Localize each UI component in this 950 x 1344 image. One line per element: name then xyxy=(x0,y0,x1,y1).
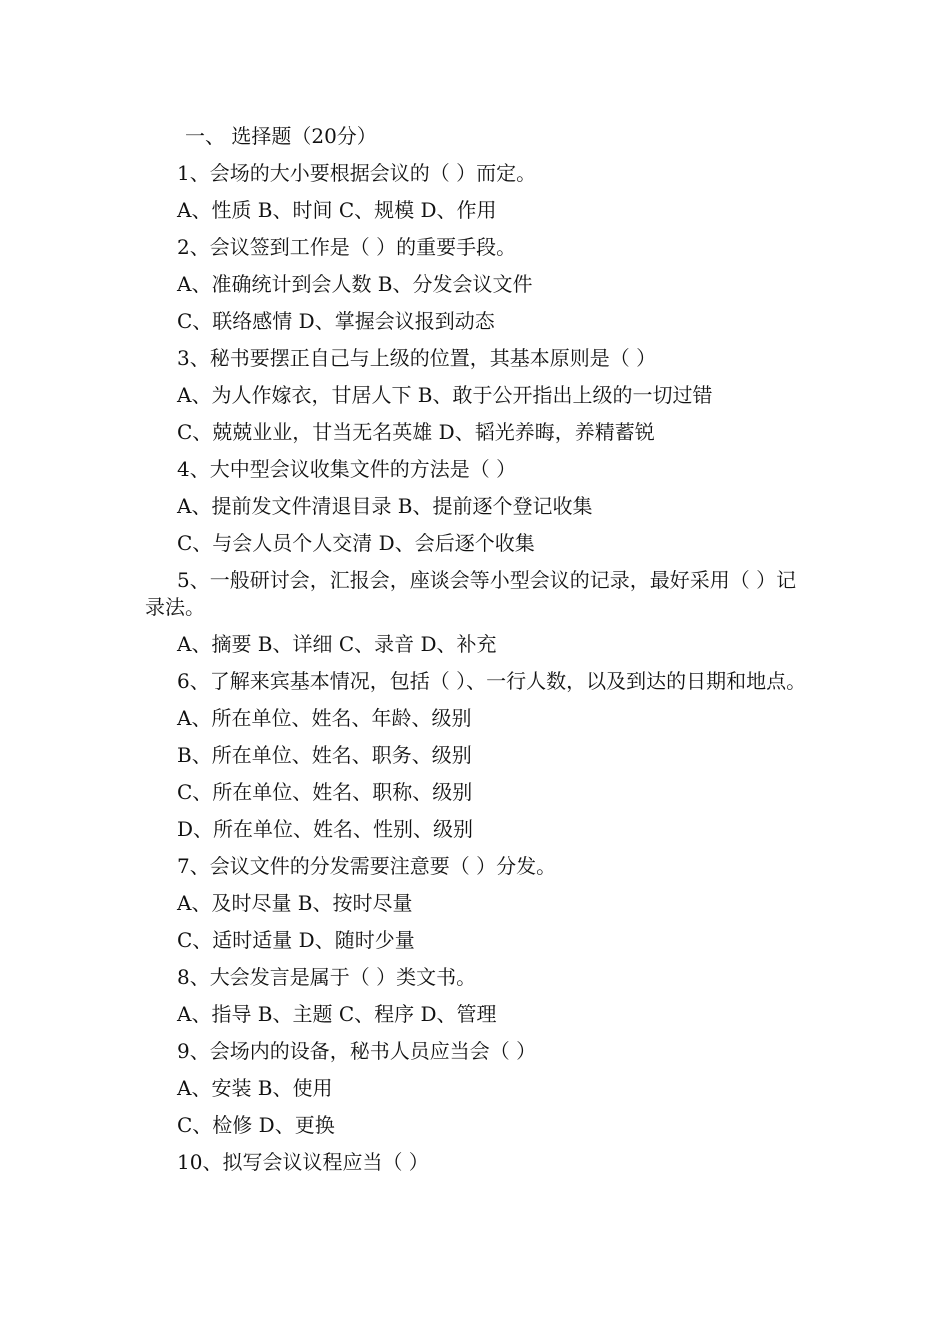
question-6-option-c: C、所在单位、姓名、职称、级别 xyxy=(177,780,473,804)
question-10: 10、拟写会议议程应当（ ） xyxy=(177,1150,429,1174)
question-2: 2、会议签到工作是（ ）的重要手段。 xyxy=(177,235,517,259)
question-6: 6、了解来宾基本情况，包括（ ）、一行人数，以及到达的日期和地点。 xyxy=(177,669,807,693)
question-7-options-cd: C、适时适量 D、随时少量 xyxy=(177,928,415,952)
question-6-option-a: A、所在单位、姓名、年龄、级别 xyxy=(177,706,472,730)
question-6-option-b: B、所在单位、姓名、职务、级别 xyxy=(177,743,472,767)
question-1-options: A、性质 B、时间 C、规模 D、作用 xyxy=(177,198,497,222)
document-body xyxy=(145,118,810,1181)
question-4: 4、大中型会议收集文件的方法是（ ） xyxy=(177,457,517,481)
question-4-options-cd: C、与会人员个人交清 D、会后逐个收集 xyxy=(177,531,535,555)
question-3-options-ab: A、为人作嫁衣，甘居人下 B、敢于公开指出上级的一切过错 xyxy=(177,383,713,407)
question-9-options-cd: C、检修 D、更换 xyxy=(177,1113,335,1137)
question-8-options: A、指导 B、主题 C、程序 D、管理 xyxy=(177,1002,497,1026)
question-9: 9、会场内的设备，秘书人员应当会（ ） xyxy=(177,1039,537,1063)
question-3-options-cd: C、兢兢业业，甘当无名英雄 D、韬光养晦，养精蓄锐 xyxy=(177,420,655,444)
question-5: 5、一般研讨会，汇报会，座谈会等小型会议的记录，最好采用（ ）记录法。 xyxy=(145,568,797,619)
question-7: 7、会议文件的分发需要注意要（ ）分发。 xyxy=(177,854,557,878)
question-8: 8、大会发言是属于（ ）类文书。 xyxy=(177,965,477,989)
question-1: 1、会场的大小要根据会议的（ ）而定。 xyxy=(177,161,537,185)
question-2-options-cd: C、联络感情 D、掌握会议报到动态 xyxy=(177,309,495,333)
section-heading: 一、 选择题（20分） xyxy=(185,124,377,148)
question-2-options-ab: A、准确统计到会人数 B、分发会议文件 xyxy=(177,272,533,296)
question-9-options-ab: A、安装 B、使用 xyxy=(177,1076,333,1100)
question-3: 3、秘书要摆正自己与上级的位置，其基本原则是（ ） xyxy=(177,346,657,370)
question-5-options: A、摘要 B、详细 C、录音 D、补充 xyxy=(177,632,497,656)
question-6-option-d: D、所在单位、姓名、性别、级别 xyxy=(177,817,474,841)
question-4-options-ab: A、提前发文件清退目录 B、提前逐个登记收集 xyxy=(177,494,593,518)
question-7-options-ab: A、及时尽量 B、按时尽量 xyxy=(177,891,413,915)
